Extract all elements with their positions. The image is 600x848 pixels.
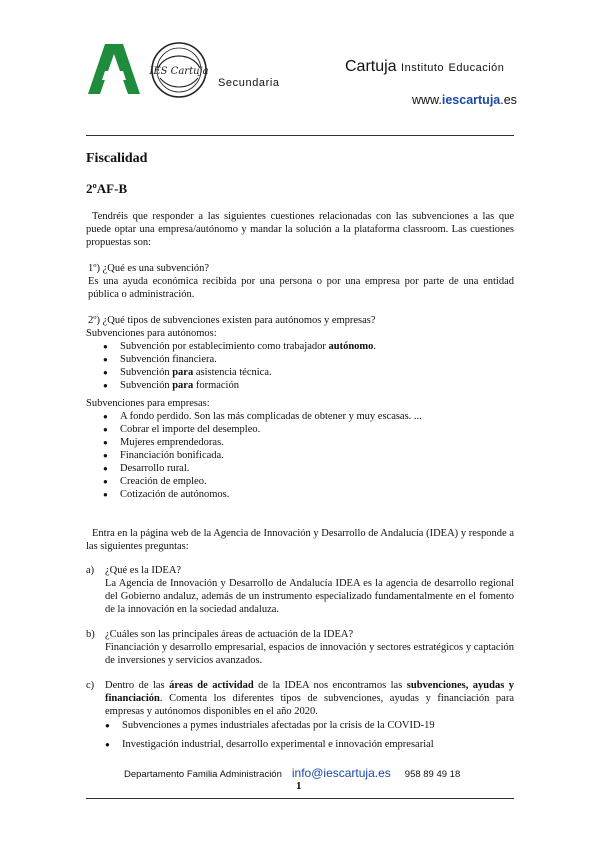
idea-question-b — [86, 628, 514, 667]
question-2-text: 2º) ¿Qué tipos de subvenciones existen para autónomos y empresas? — [88, 315, 376, 326]
page-title: Fiscalidad — [86, 151, 148, 166]
school-name-sub1: Instituto — [401, 62, 445, 74]
autonomos-list — [103, 340, 514, 392]
header-divider — [86, 135, 514, 136]
footer-phone: 958 89 49 18 — [404, 769, 461, 780]
page-subtitle: 2ºAF-B — [86, 181, 128, 196]
web-suffix: .es — [500, 93, 517, 107]
ies-cartuja-logo — [146, 40, 212, 100]
list-item: ● A fondo perdido. Son las más complicadas de obtener y muy escasas. ... — [103, 410, 514, 423]
question-2 — [86, 314, 514, 501]
list-item: ● Financiación bonificada. — [103, 449, 514, 462]
footer-department: Departamento Familia Administración — [124, 769, 282, 780]
idea-questions — [86, 564, 514, 751]
school-name — [345, 58, 504, 76]
question-marker: b) — [86, 629, 95, 640]
list-item: ● Subvención financiera. — [103, 353, 514, 366]
question-a-text: ¿Qué es la IDEA? — [105, 565, 182, 576]
footer-email[interactable]: info@iescartuja.es — [291, 766, 391, 780]
list-item: ● Subvenciones a pymes industriales afectadas por la crisis de la COVID-19 — [105, 719, 514, 732]
web-domain: iescartuja — [441, 93, 501, 107]
school-name-sub2: Educación — [448, 62, 505, 74]
svg-text:IES Cartuja: IES Cartuja — [149, 66, 209, 77]
idea-intro-paragraph: Entra en la página web de la Agencia de Innovación y Desarrollo de Andalucía (IDEA) y responde a las siguientes preguntas: — [86, 528, 514, 552]
idea-question-c — [86, 679, 514, 751]
list-item: ● Investigación industrial, desarrollo experimental e innovación empresarial — [105, 738, 514, 751]
question-1-text: 1º) ¿Qué es una subvención? — [88, 263, 210, 274]
question-1 — [86, 262, 514, 301]
junta-andalucia-logo — [88, 44, 140, 94]
web-prefix: www. — [412, 93, 442, 107]
list-item: ● Subvención para asistencia técnica. — [103, 366, 514, 379]
question-marker: a) — [86, 565, 95, 576]
question-b-text: ¿Cuáles son las principales áreas de actuación de la IDEA? — [105, 629, 354, 640]
list-item: ● Subvención para formación — [103, 379, 514, 392]
footer-divider — [86, 798, 514, 799]
question-marker: c) — [86, 680, 95, 691]
school-website[interactable] — [412, 93, 517, 107]
intro-paragraph: Tendréis que responder a las siguientes cuestiones relacionadas con las subvenciones a las que puede optar una empresa/autónomo y mandar la solución a la plataforma classroom. Las cuestiones propuestas son: — [86, 211, 514, 248]
footer — [124, 766, 460, 780]
list-item: ● Mujeres emprendedoras. — [103, 436, 514, 449]
idea-c-list — [105, 719, 514, 751]
question-1-answer: Es una ayuda económica recibida por una persona o por una empresa por parte de una entidad pública o administración. — [88, 276, 514, 300]
autonomos-label: Subvenciones para autónomos: — [86, 328, 217, 339]
empresas-label: Subvenciones para empresas: — [86, 398, 210, 409]
list-item: ● Desarrollo rural. — [103, 462, 514, 475]
list-item: ● Creación de empleo. — [103, 475, 514, 488]
question-b-answer: Financiación y desarrollo empresarial, espacios de innovación y sectores estratégicos y captación de inversiones y servicios avanzados. — [105, 642, 514, 666]
list-item: ● Cotización de autónomos. — [103, 488, 514, 501]
school-name-main: Cartuja — [345, 58, 397, 75]
list-item: ● Cobrar el importe del desempleo. — [103, 423, 514, 436]
question-c-text: Dentro de las áreas de actividad de la IDEA nos encontramos las subvenciones, ayudas y financiación. Comenta los diferentes tipos de subvenciones, ayudas y financiación para empresas y autónomos disponibles en el año 2020. — [105, 680, 515, 717]
empresas-list — [103, 410, 514, 501]
question-a-answer: La Agencia de Innovación y Desarrollo de Andalucía IDEA es la agencia de desarrollo regional del Gobierno andaluz, además de un instrumento especializado fundamentalmente en el fomento de la innovación en la sociedad andaluza. — [105, 578, 514, 615]
page-number: 1 — [296, 780, 302, 792]
idea-question-a — [86, 564, 514, 616]
list-item: ● Subvención por establecimiento como trabajador autónomo. — [103, 340, 514, 353]
school-level: Secundaria — [218, 77, 280, 89]
